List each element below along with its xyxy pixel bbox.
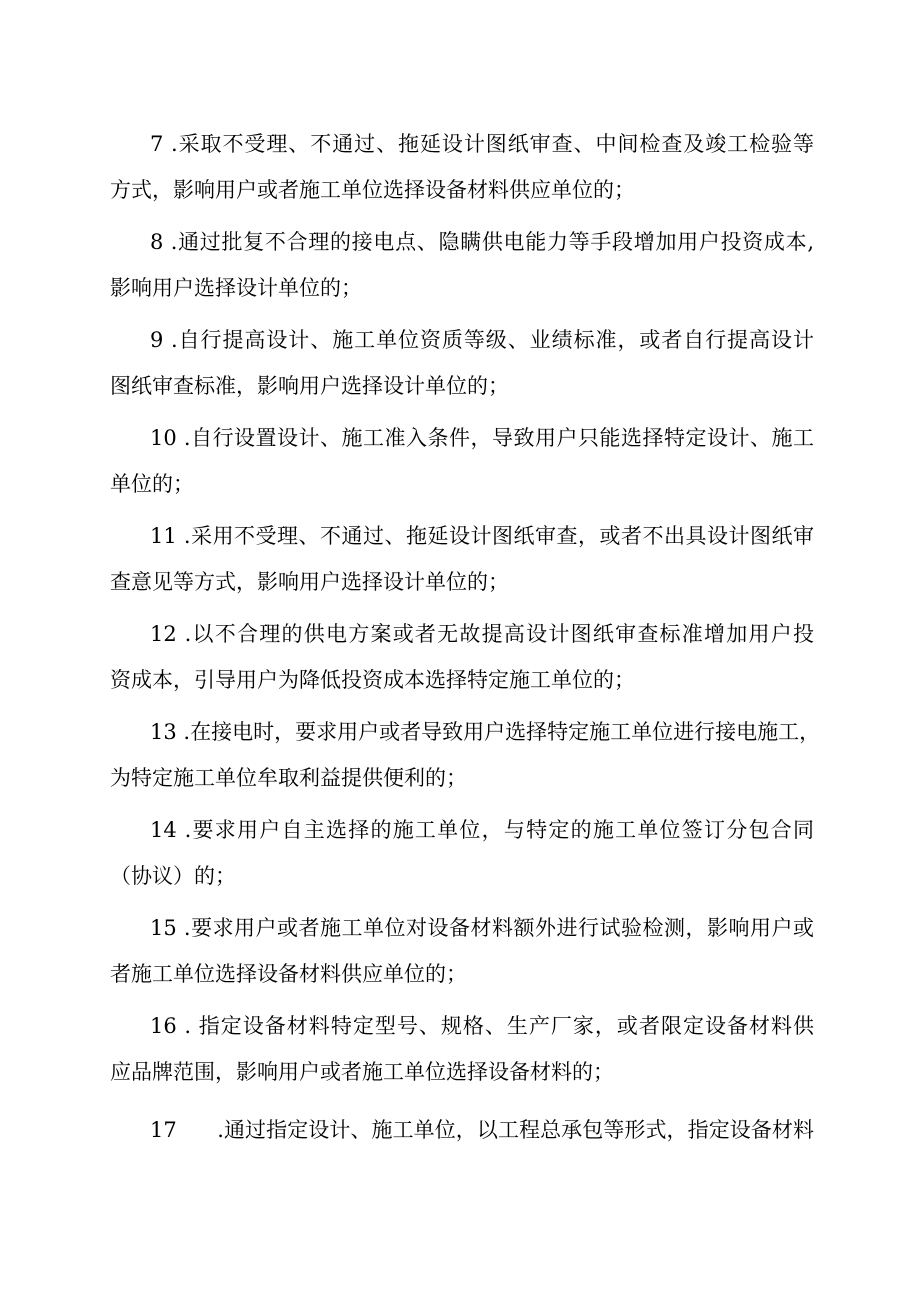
item-line-1: 17 .通过指定设计、施工单位，以工程总承包等形式，指定设备材料 (150, 1118, 814, 1142)
item-line-1: 14 .要求用户自主选择的施工单位，与特定的施工单位签订分包合同 (150, 818, 814, 842)
item-line-1: 9 .自行提高设计、施工单位资质等级、业绩标准，或者自行提高设计 (150, 328, 814, 352)
item-line-1: 11 .采用不受理、不通过、拖延设计图纸审查，或者不出具设计图纸审 (150, 524, 814, 548)
item-line-1: 13 .在接电时，要求用户或者导致用户选择特定施工单位进行接电施工， (150, 720, 821, 744)
item-line-2: 图纸审查标准，影响用户选择设计单位的； (110, 374, 509, 398)
item-line-1: 12 .以不合理的供电方案或者无故提高设计图纸审查标准增加用户投 (150, 622, 814, 646)
item-line-2: （协议）的； (110, 864, 236, 888)
item-line-1: 8 .通过批复不合理的接电点、隐瞒供电能力等手段增加用户投资成本, (150, 230, 814, 254)
item-line-1: 16 . 指定设备材料特定型号、规格、生产厂家，或者限定设备材料供 (150, 1014, 814, 1038)
item-line-2: 查意见等方式，影响用户选择设计单位的； (110, 570, 509, 594)
item-line-2: 为特定施工单位牟取利益提供便利的； (110, 766, 467, 790)
item-line-2: 方式，影响用户或者施工单位选择设备材料供应单位的； (110, 178, 635, 202)
item-line-2: 单位的； (110, 472, 194, 496)
item-line-2: 资成本，引导用户为降低投资成本选择特定施工单位的； (110, 668, 635, 692)
item-line-2: 影响用户选择设计单位的； (110, 276, 362, 300)
item-line-2: 者施工单位选择设备材料供应单位的； (110, 962, 467, 986)
item-line-1: 7 .采取不受理、不通过、拖延设计图纸审查、中间检查及竣工检验等 (150, 132, 814, 156)
item-line-2: 应品牌范围，影响用户或者施工单位选择设备材料的； (110, 1060, 614, 1084)
item-line-1: 10 .自行设置设计、施工准入条件，导致用户只能选择特定设计、施工 (150, 426, 814, 450)
item-line-1: 15 .要求用户或者施工单位对设备材料额外进行试验检测，影响用户或 (150, 916, 814, 940)
